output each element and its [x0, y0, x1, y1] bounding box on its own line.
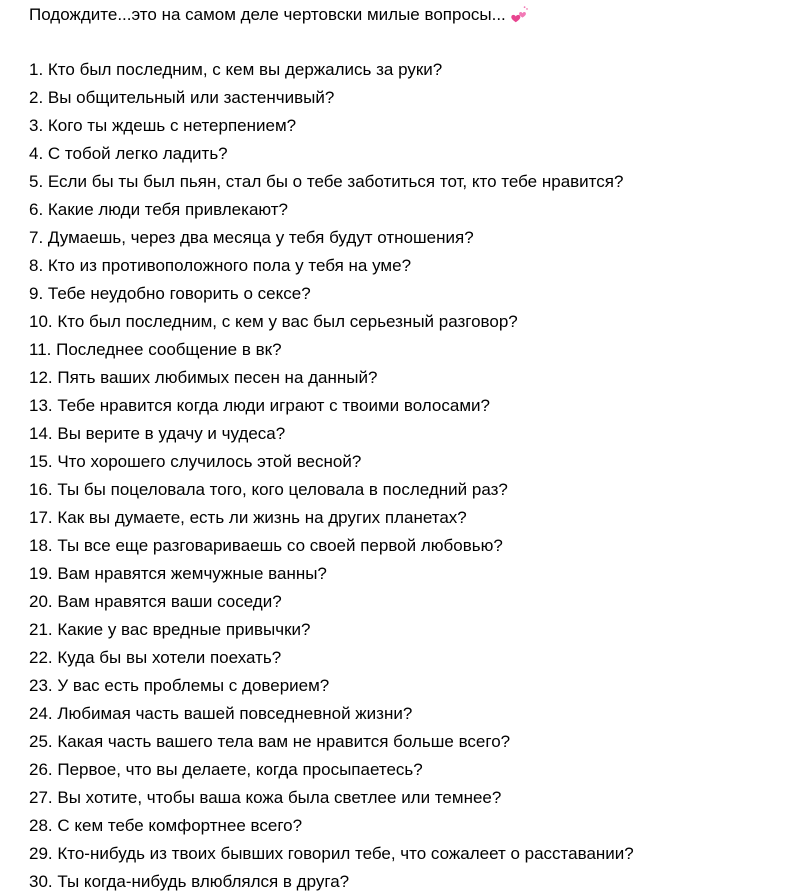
question-item: 15. Что хорошего случилось этой весной? [29, 452, 362, 471]
question-item: 2. Вы общительный или застенчивый? [29, 88, 335, 107]
question-item: 17. Как вы думаете, есть ли жизнь на других планетах? [29, 508, 467, 527]
question-item: 9. Тебе неудобно говорить о сексе? [29, 284, 311, 303]
two-hearts-icon [508, 4, 530, 26]
question-item: 21. Какие у вас вредные привычки? [29, 620, 311, 639]
question-item: 29. Кто-нибудь из твоих бывших говорил тебе, что сожалеет о расставании? [29, 844, 634, 863]
question-item: 12. Пять ваших любимых песен на данный? [29, 368, 378, 387]
question-item: 11. Последнее сообщение в вк? [29, 340, 282, 359]
post-body [29, 0, 811, 891]
question-item: 7. Думаешь, через два месяца у тебя будут отношения? [29, 228, 474, 247]
question-item: 22. Куда бы вы хотели поехать? [29, 648, 282, 667]
question-item: 25. Какая часть вашего тела вам не нравится больше всего? [29, 732, 511, 751]
question-item: 30. Ты когда-нибудь влюблялся в друга? [29, 872, 350, 891]
question-item: 24. Любимая часть вашей повседневной жизни? [29, 704, 413, 723]
post-intro [29, 0, 811, 30]
question-item: 14. Вы верите в удачу и чудеса? [29, 424, 286, 443]
question-item: 5. Если бы ты был пьян, стал бы о тебе заботиться тот, кто тебе нравится? [29, 172, 624, 191]
question-item: 13. Тебе нравится когда люди играют с твоими волосами? [29, 396, 490, 415]
question-item: 16. Ты бы поцеловала того, кого целовала в последний раз? [29, 480, 508, 499]
question-item: 4. С тобой легко ладить? [29, 144, 228, 163]
question-list [29, 56, 811, 896]
blank-line [29, 30, 811, 56]
question-item: 20. Вам нравятся ваши соседи? [29, 592, 282, 611]
question-item: 18. Ты все еще разговариваешь со своей первой любовью? [29, 536, 503, 555]
question-item: 6. Какие люди тебя привлекают? [29, 200, 289, 219]
question-item: 10. Кто был последним, с кем у вас был серьезный разговор? [29, 312, 518, 331]
question-item: 23. У вас есть проблемы с доверием? [29, 676, 330, 695]
question-item: 27. Вы хотите, чтобы ваша кожа была светлее или темнее? [29, 788, 502, 807]
question-item: 1. Кто был последним, с кем вы держались за руки? [29, 60, 443, 79]
big-heart [511, 15, 520, 22]
question-item: 19. Вам нравятся жемчужные ванны? [29, 564, 327, 583]
question-item: 28. С кем тебе комфортнее всего? [29, 816, 303, 835]
question-item: 26. Первое, что вы делаете, когда просыпаетесь? [29, 760, 423, 779]
question-item: 3. Кого ты ждешь с нетерпением? [29, 116, 297, 135]
post-intro-text: Подождите...это на самом деле чертовски милые вопросы... [29, 5, 506, 24]
question-item: 8. Кто из противоположного пола у тебя на уме? [29, 256, 412, 275]
